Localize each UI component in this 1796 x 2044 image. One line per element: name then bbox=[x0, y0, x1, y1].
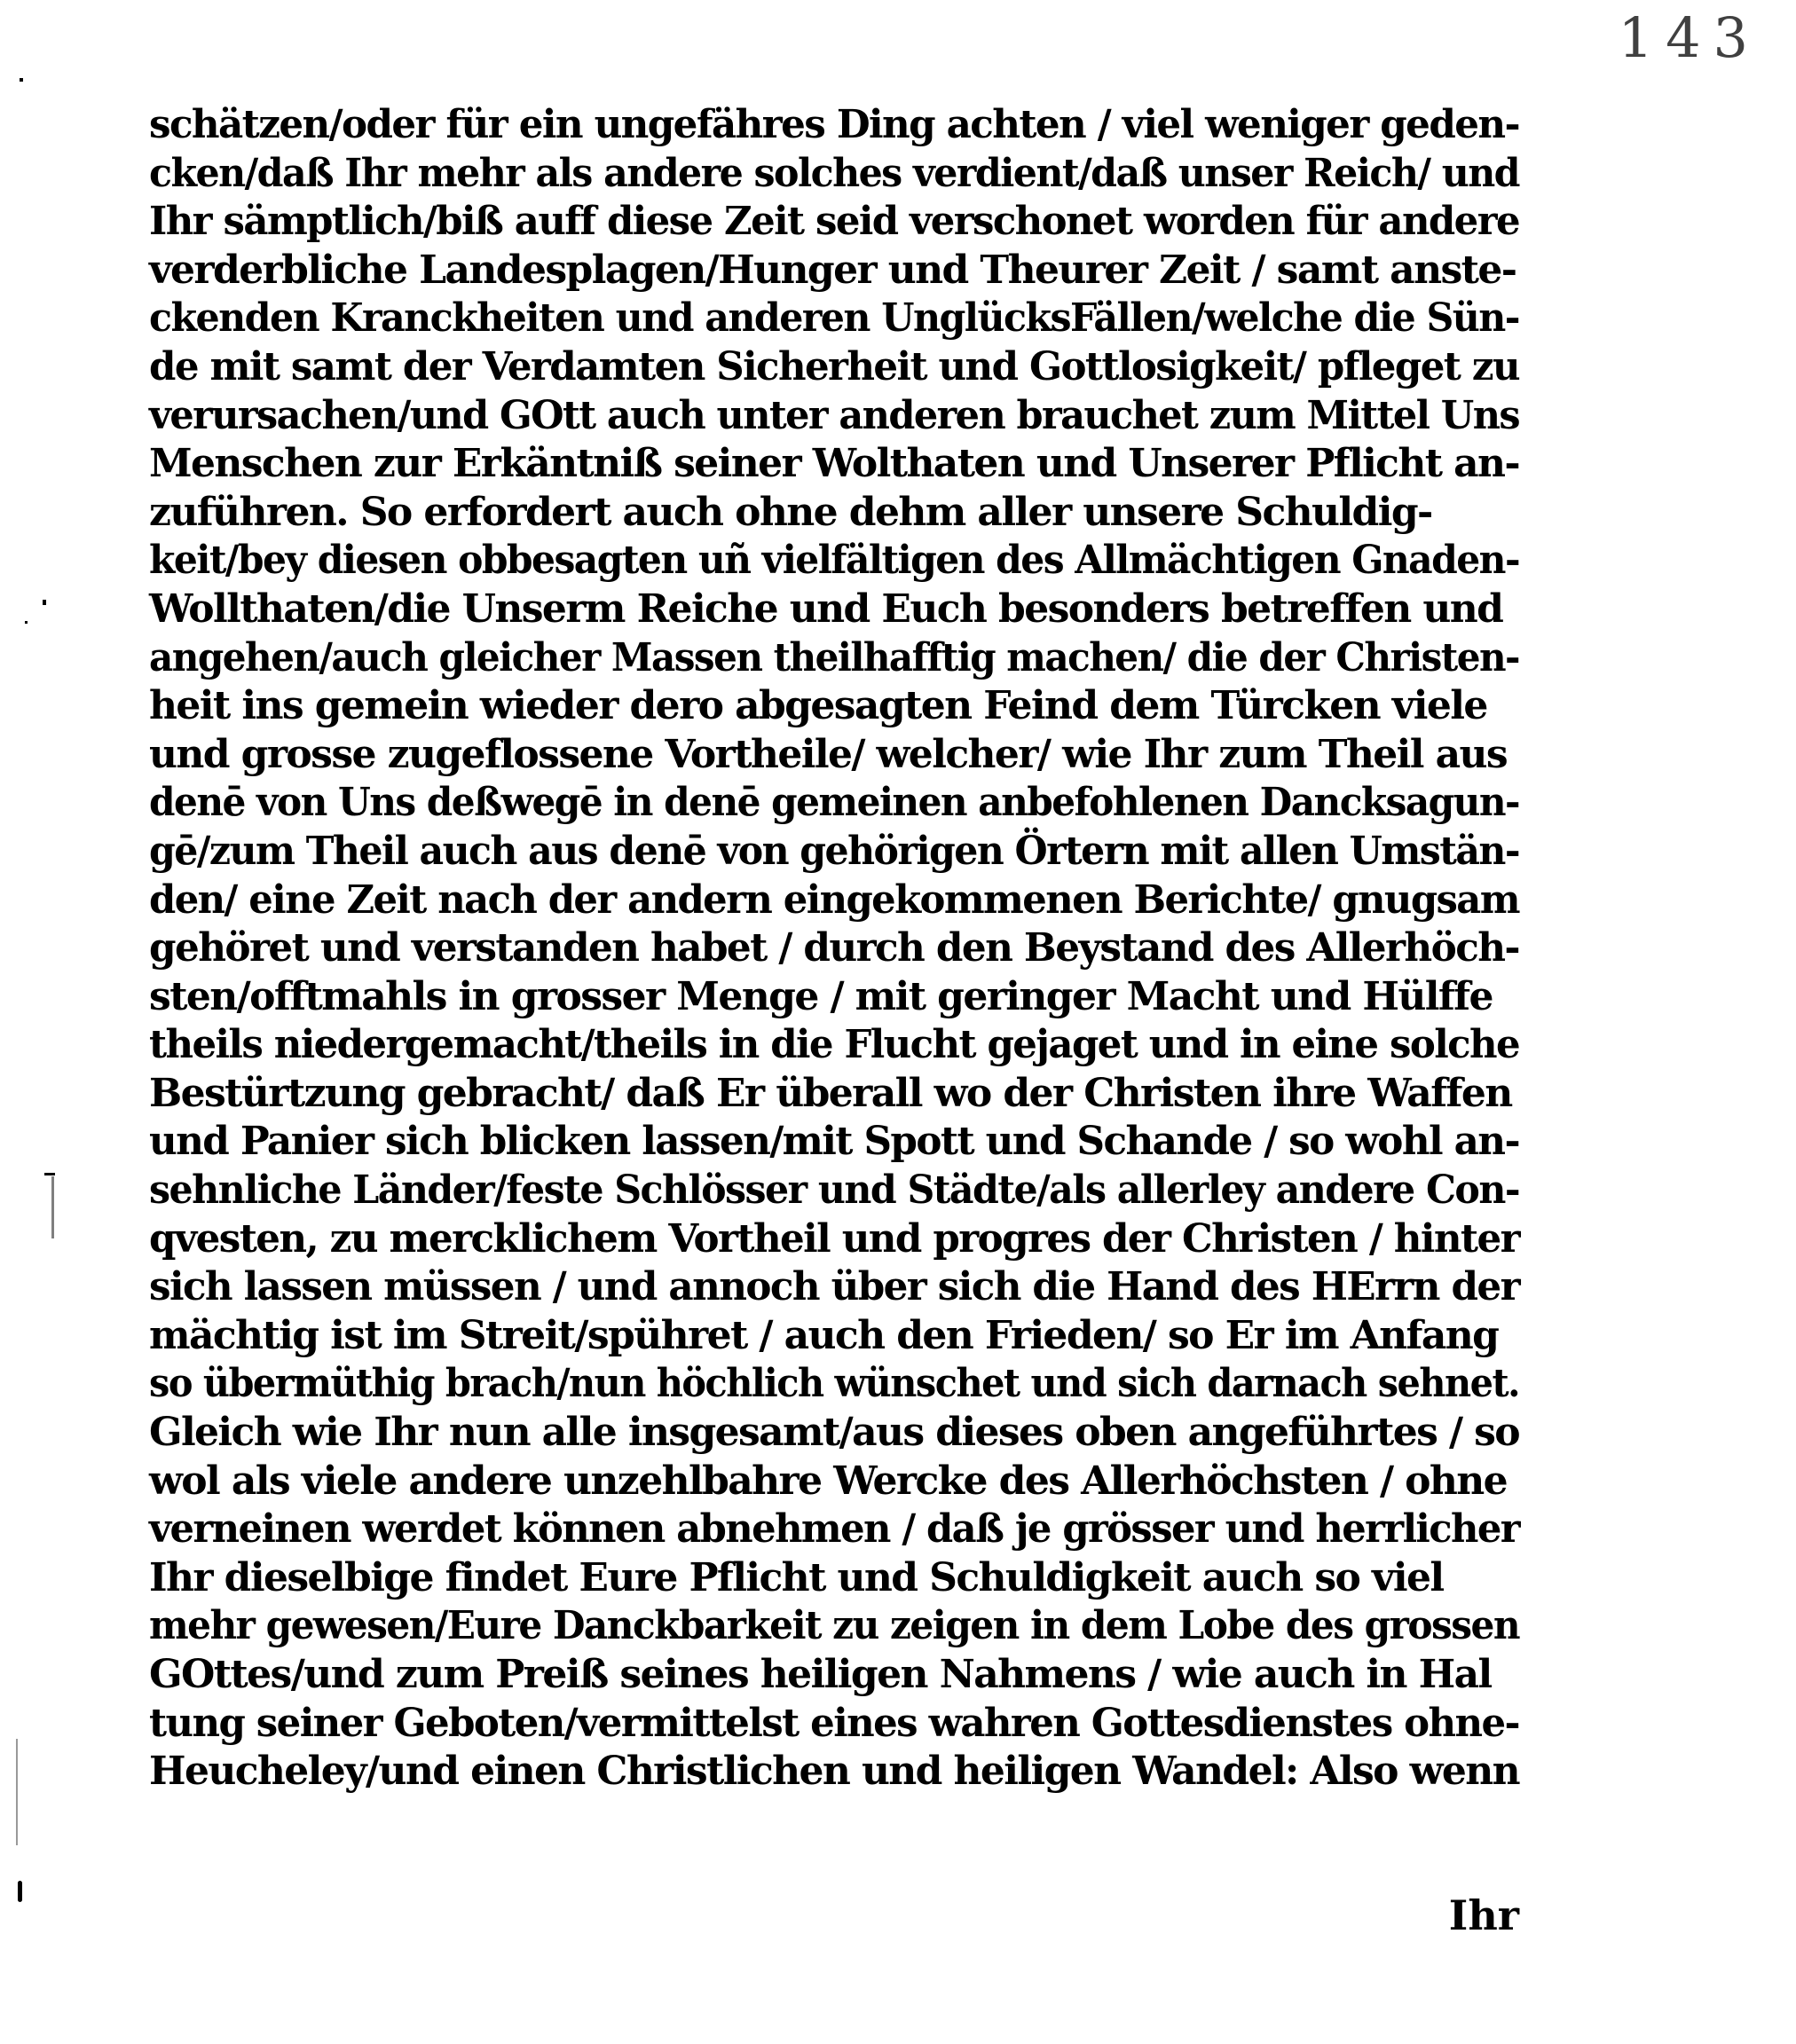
text-line: sten/offtmahls in grosser Menge / mit geringer Macht und Hülffe bbox=[149, 973, 1493, 1019]
scan-speck bbox=[18, 1881, 22, 1902]
text-line: verderbliche Landesplagen/Hunger und Theurer Zeit / samt anste- bbox=[149, 247, 1516, 293]
text-line: verursachen/und GOtt auch unter anderen brauchet zum Mittel Uns bbox=[149, 392, 1519, 438]
text-line: heit ins gemein wieder dero abgesagten Feind dem Türcken viele bbox=[149, 683, 1487, 729]
text-line: wol als viele andere unzehlbahre Wercke des Allerhöchsten / ohne bbox=[149, 1458, 1508, 1504]
text-line: gehöret und verstanden habet / durch den Beystand des Allerhöch- bbox=[149, 925, 1519, 971]
text-line: Ihr dieselbige findet Eure Pflicht und Schuldigkeit auch so viel bbox=[149, 1554, 1444, 1600]
scan-speck bbox=[44, 1173, 55, 1175]
text-line: zuführen. So erfordert auch ohne dehm aller unsere Schuldig- bbox=[149, 489, 1432, 535]
text-line: Menschen zur Erkäntniß seiner Wolthaten und Unserer Pflicht an- bbox=[149, 441, 1519, 487]
text-line: so übermüthig brach/nun höchlich wünschet und sich darnach sehnet. bbox=[149, 1361, 1519, 1407]
text-line: den/ eine Zeit nach der andern eingekommenen Berichte/ gnugsam bbox=[149, 877, 1519, 923]
scan-speck bbox=[51, 1176, 54, 1238]
catchword: Ihr bbox=[1448, 1891, 1519, 1939]
text-line: mächtig ist im Streit/spühret / auch den Frieden/ so Er im Anfang bbox=[149, 1312, 1499, 1358]
text-line: schätzen/oder für ein ungefähres Ding achten / viel weniger geden- bbox=[149, 102, 1519, 147]
scan-speck bbox=[25, 621, 28, 624]
text-line: Ihr sämptlich/biß auff diese Zeit seid verschonet worden für andere bbox=[149, 199, 1519, 245]
text-line: mehr gewesen/Eure Danckbarkeit zu zeigen in dem Lobe des grossen bbox=[149, 1603, 1519, 1649]
text-line: ckenden Kranckheiten und anderen UnglücksFällen/welche die Sün- bbox=[149, 295, 1519, 342]
scan-speck bbox=[20, 78, 23, 82]
text-line: Gleich wie Ihr nun alle insgesamt/aus dieses oben angeführtes / so bbox=[149, 1410, 1519, 1456]
text-line: sich lassen müssen / und annoch über sich die Hand des HErrn der bbox=[149, 1264, 1519, 1310]
text-line: theils niedergemacht/theils in die Flucht gejaget und in eine solche bbox=[149, 1022, 1519, 1068]
scan-speck bbox=[16, 1739, 18, 1845]
text-line: tung seiner Geboten/vermittelst eines wahren Gottesdienstes ohne- bbox=[149, 1700, 1519, 1746]
text-line: und Panier sich blicken lassen/mit Spott und Schande / so wohl an- bbox=[149, 1119, 1519, 1165]
text-line: angehen/auch gleicher Massen theilhafftig machen/ die der Christen- bbox=[149, 634, 1519, 680]
text-line: keit/bey diesen obbesagten uñ vielfältigen des Allmächtigen Gnaden- bbox=[149, 538, 1519, 584]
text-line: verneinen werdet können abnehmen / daß je grösser und herrlicher bbox=[149, 1506, 1519, 1553]
text-line: de mit samt der Verdamten Sicherheit und Gottlosigkeit/ pfleget zu bbox=[149, 343, 1519, 389]
text-line: cken/daß Ihr mehr als andere solches verdient/daß unser Reich/ und bbox=[149, 150, 1519, 196]
text-line: denē von Uns deßwegē in denē gemeinen anbefohlenen Dancksagun- bbox=[149, 780, 1519, 826]
text-line: und grosse zugeflossene Vortheile/ welcher/ wie Ihr zum Theil aus bbox=[149, 731, 1508, 777]
text-line: gē/zum Theil auch aus denē von gehörigen Örtern mit allen Umstän- bbox=[149, 828, 1519, 874]
scan-speck bbox=[43, 600, 46, 605]
text-line: Wollthaten/die Unserm Reiche und Euch besonders betreffen und bbox=[149, 586, 1503, 632]
text-line: sehnliche Länder/feste Schlösser und Städte/als allerley andere Con- bbox=[149, 1167, 1519, 1214]
text-line: Heucheley/und einen Christlichen und heiligen Wandel: Also wenn bbox=[149, 1749, 1519, 1795]
text-line: qvesten, zu mercklichem Vortheil und progres der Christen / hinter bbox=[149, 1215, 1519, 1262]
text-line: GOttes/und zum Preiß seines heiligen Nahmens / wie auch in Hal bbox=[149, 1652, 1492, 1697]
body-text bbox=[149, 101, 1519, 1796]
page-number: 143 bbox=[1618, 5, 1761, 70]
text-line: Bestürtzung gebracht/ daß Er überall wo der Christen ihre Waffen bbox=[149, 1070, 1512, 1116]
